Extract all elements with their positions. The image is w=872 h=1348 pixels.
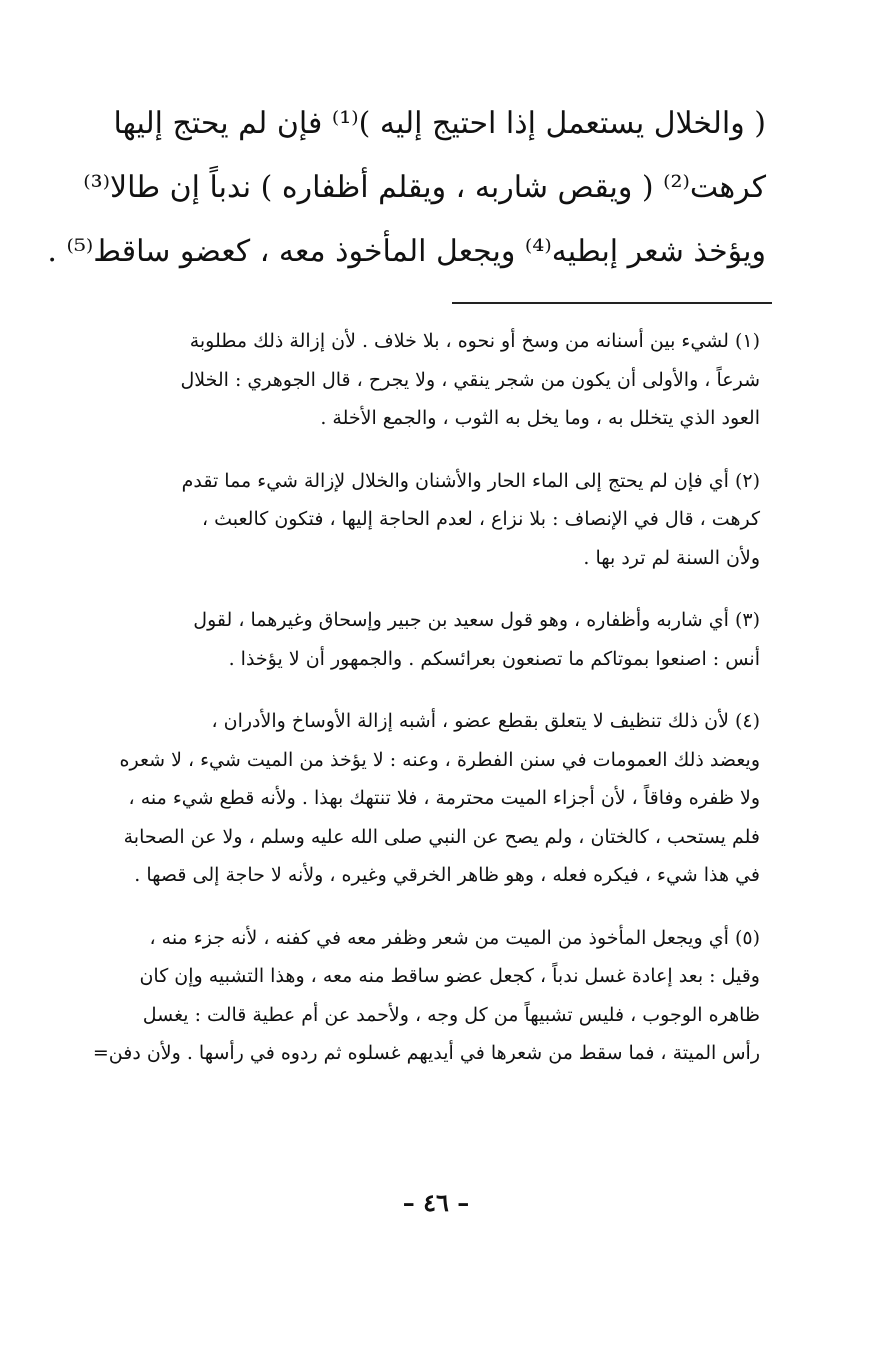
footnote-2 [36, 462, 760, 578]
footnote-line: كرهت ، قال في الإنصاف : بلا نزاع ، لعدم الحاجة إليها ، فتكون كالعبث ، [201, 508, 760, 530]
footnote-line: (٤) لأن ذلك تنظيف لا يتعلق بقطع عضو ، أشبه إزالة الأوساخ والأدران ، [211, 710, 760, 732]
footnote-line: العود الذي يتخلل به ، وما يخل به الثوب ، والجمع الأخلة . [320, 407, 760, 429]
footnote-line: وقيل : بعد إعادة غسل ندباً ، كجعل عضو ساقط منه معه ، وهذا التشبيه وإن كان [139, 965, 760, 987]
footnote-line: شرعاً ، والأولى أن يكون من شجر ينقي ، ولا يجرح ، قال الجوهري : الخلال [180, 368, 760, 391]
footnote-line: (٥) أي ويجعل المأخوذ من الميت من شعر وظفر معه في كفنه ، لأنه جزء منه ، [149, 926, 760, 949]
footnote-line: رأس الميتة ، فما سقط من شعرها في أيديهم غسلوه ثم ردوه في رأسها . ولأن دفن= [92, 1042, 760, 1064]
footnote-line: ويعضد ذلك العمومات في سنن الفطرة ، وعنه : لا يؤخذ من الميت شيء ، لا شعره [119, 748, 760, 771]
footnotes [36, 322, 760, 1097]
footnote-line: ولأن السنة لم ترد بها . [583, 546, 760, 569]
footnote-line: ظاهره الوجوب ، فليس تشبيهاً من كل وجه ، ولأحمد عن أم عطية قالت : يغسل [142, 1003, 760, 1026]
footnote-5 [36, 919, 760, 1073]
main-text-line: ( والخلال يستعمل إذا احتيج إليه )⁽¹⁾ فإن لم يحتج إليها [113, 106, 766, 141]
main-text [47, 92, 766, 284]
footnote-line: (٢) أي فإن لم يحتج إلى الماء الحار والأشنان والخلال لإزالة شيء مما تقدم [181, 469, 760, 492]
page-number: – ٤٦ – [402, 1188, 470, 1217]
footnote-1 [36, 322, 760, 438]
main-text-line: ويؤخذ شعر إبطيه⁽⁴⁾ ويجعل المأخوذ معه ، كعضو ساقط⁽⁵⁾ . [47, 234, 766, 269]
footnote-line: (٣) أي شاربه وأظفاره ، وهو قول سعيد بن جبير وإسحاق وغيرهما ، لقول [193, 609, 760, 631]
main-text-line: كرهت⁽²⁾ ( ويقص شاربه ، ويقلم أظفاره ) ندباً إن طالا⁽³⁾ [83, 170, 766, 205]
footnote-divider [452, 302, 772, 304]
footnote-line: في هذا شيء ، فيكره فعله ، وهو ظاهر الخرقي وغيره ، ولأنه لا حاجة إلى قصها . [134, 864, 760, 886]
footnote-line: ولا ظفره وفاقاً ، لأن أجزاء الميت محترمة ، فلا تنتهك بهذا . ولأنه قطع شيء منه ، [128, 787, 760, 809]
footnote-line: فلم يستحب ، كالختان ، ولم يصح عن النبي صلى الله عليه وسلم ، ولا عن الصحابة [123, 825, 760, 848]
footnote-3 [36, 601, 760, 678]
footnote-line: أنس : اصنعوا بموتاكم ما تصنعون بعرائسكم . والجمهور أن لا يؤخذا . [228, 647, 760, 670]
footnote-line: (١) لشيء بين أسنانه من وسخ أو نحوه ، بلا خلاف . لأن إزالة ذلك مطلوبة [189, 330, 760, 352]
footnote-4 [36, 702, 760, 895]
